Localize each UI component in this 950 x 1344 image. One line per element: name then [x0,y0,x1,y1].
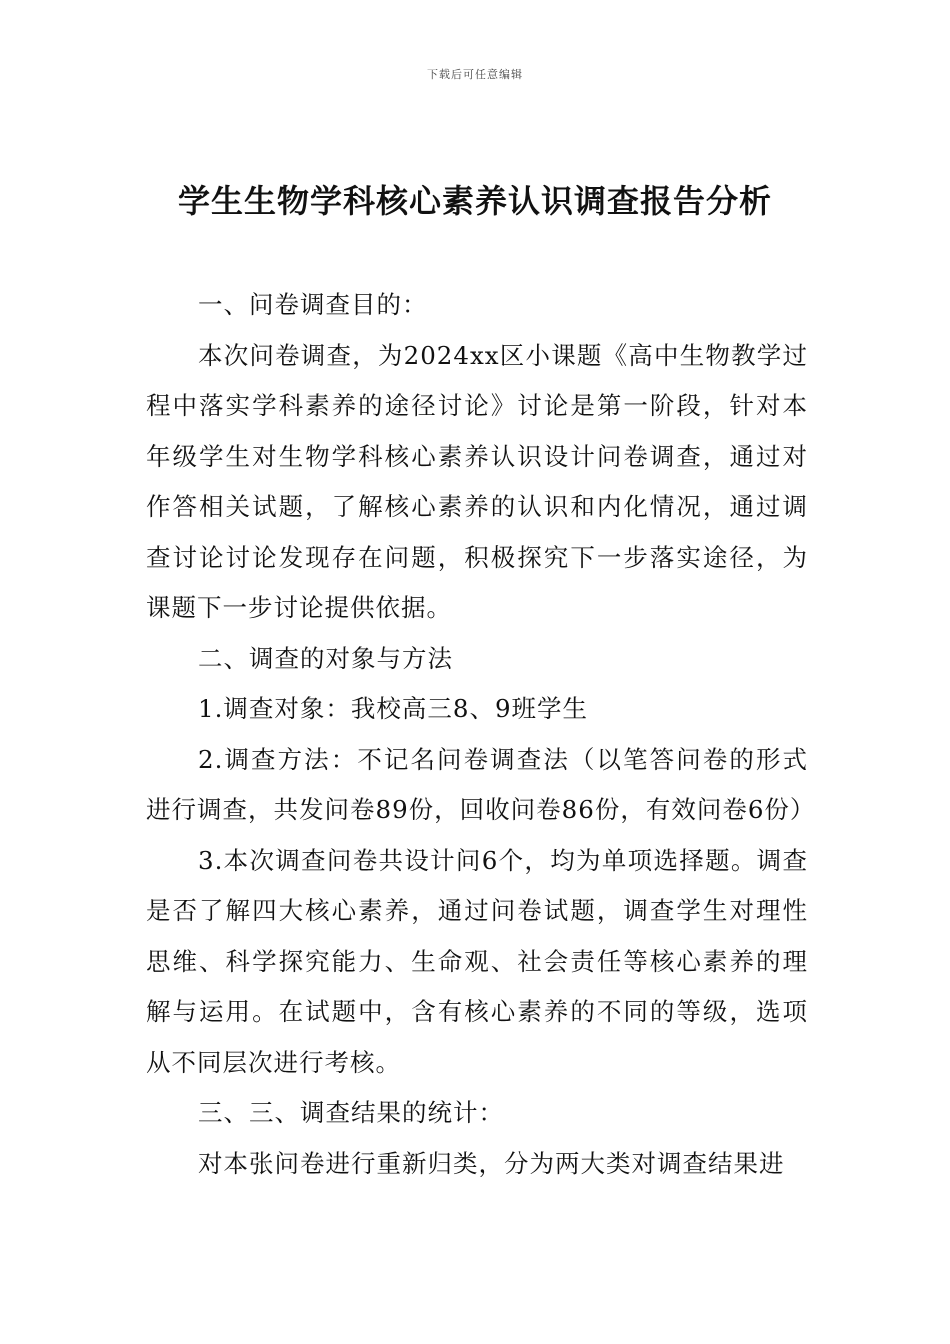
section-heading-purpose: 一、问卷调查目的： [198,290,428,319]
section-heading-subjects-methods: 二、调查的对象与方法 [198,643,453,673]
paragraph-subjects: 1.调查对象：我校高三8、9班学生 [198,694,589,723]
header-note: 下载后可任意编辑 [427,68,523,81]
paragraph-purpose: 本次问卷调查，为2024xx区小课题《高中生物教学过程中落实学科素养的途径讨论》讨论是第一阶段，针对本年级学生对生物学科核心素养认识设计问卷调查，通过对作答相关试题，了解核心素养的认识和内化情况，通过调查讨论讨论发现存在问题，积极探究下一步落实途径，为课题下一步讨论提供依据。 [146,340,808,622]
paragraph-methods: 2.调查方法：不记名问卷调查法（以笔答问卷的形式进行调查，共发问卷89份，回收问卷86份，有效问卷6份） [146,744,816,824]
paragraph-question-design: 3.本次调查问卷共设计问6个，均为单项选择题。调查是否了解四大核心素养，通过问卷试题，调查学生对理性思维、科学探究能力、生命观、社会责任等核心素养的理解与运用。在试题中，含有核心素养的不同的等级，选项从不同层次进行考核。 [146,845,808,1077]
document-body [146,280,816,1189]
document-title: 学生生物学科核心素养认识调查报告分析 [177,182,772,220]
paragraph-results-intro: 对本张问卷进行重新归类，分为两大类对调查结果进 [198,1148,785,1178]
section-heading-results: 三、三、调查结果的统计： [198,1098,504,1127]
